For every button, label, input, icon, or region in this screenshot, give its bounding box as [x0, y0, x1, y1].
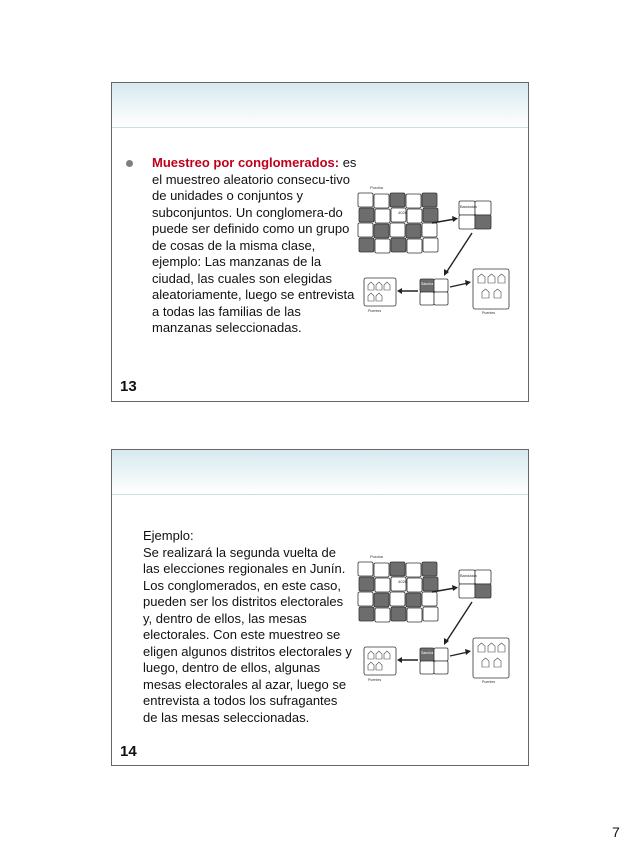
sub-block — [475, 215, 491, 229]
grid-block — [407, 578, 422, 592]
grid-block — [374, 194, 389, 208]
grid-block — [374, 593, 389, 607]
grid-block — [375, 209, 390, 223]
slide-number: 13 — [120, 378, 137, 395]
arrow-head — [465, 280, 471, 286]
grid-block — [374, 224, 389, 238]
figure-label: Puentes — [368, 678, 382, 682]
sub-block — [420, 292, 434, 305]
grid-block — [422, 592, 437, 606]
grid-block — [407, 209, 422, 223]
grid-block — [406, 224, 421, 238]
grid-block — [359, 577, 374, 591]
cluster-map-figure — [354, 550, 519, 700]
bullet-dot-icon — [126, 160, 133, 167]
grid-block — [423, 577, 438, 591]
grid-block — [391, 238, 406, 252]
grid-block — [422, 223, 437, 237]
grid-block — [358, 562, 373, 576]
figure-label: Puentes — [482, 680, 496, 684]
sub-block — [475, 570, 491, 584]
grid-block — [358, 592, 373, 606]
sub-block — [475, 201, 491, 215]
example-heading: Ejemplo: — [143, 528, 194, 543]
arrow-head — [397, 657, 402, 663]
page-number: 7 — [612, 824, 620, 840]
grid-block — [375, 239, 390, 253]
slide-header — [112, 83, 528, 128]
arrow — [450, 283, 468, 287]
grid-block — [406, 593, 421, 607]
bullet-text — [152, 155, 361, 337]
grid-block — [423, 208, 438, 222]
grid-block — [359, 607, 374, 621]
grid-block — [423, 238, 438, 252]
figure-label: Puentes — [368, 309, 382, 313]
arrow-head — [465, 649, 471, 655]
example-text: Se realizará la segunda vuelta de las elecciones regionales en Junín. Los conglomerados, en este caso, pueden ser los distritos electorales y, dentro de ellos, las mesas electorales. Con este muestreo se eligen algunos distritos electorales y luego, dentro de ellos, algunas mesas electorales al azar, luego se entrevista a todos los sufragantes de las mesas seleccionadas. — [143, 544, 352, 725]
house-block — [364, 278, 396, 306]
grid-block — [374, 563, 389, 577]
figure-label: Poroba — [370, 185, 383, 190]
figure-label: Sancha — [421, 651, 434, 655]
cluster-map-figure — [354, 181, 519, 331]
grid-block — [358, 193, 373, 207]
figure-label: 4026 — [398, 210, 407, 215]
grid-block — [359, 238, 374, 252]
grid-block — [390, 562, 405, 576]
arrow — [446, 602, 472, 642]
grid-block — [390, 193, 405, 207]
grid-block — [375, 578, 390, 592]
grid-block — [375, 608, 390, 622]
figure-label: Poroba — [370, 554, 383, 559]
grid-block — [406, 194, 421, 208]
figure-label: 4026 — [398, 579, 407, 584]
arrow — [450, 652, 468, 656]
arrow-head — [452, 216, 458, 222]
sub-block — [459, 584, 475, 598]
arrow-head — [397, 288, 402, 294]
sub-block — [459, 215, 475, 229]
sub-block — [434, 292, 448, 305]
grid-block — [407, 239, 422, 253]
sub-block — [434, 648, 448, 661]
figure-label: Bandasia — [460, 204, 477, 209]
grid-block — [390, 223, 405, 237]
slide-header — [112, 450, 528, 495]
term-heading: Muestreo por conglomerados: — [152, 155, 340, 170]
figure-label: Puentes — [482, 311, 496, 315]
grid-block — [359, 208, 374, 222]
slide-14 — [111, 449, 529, 766]
grid-block — [390, 592, 405, 606]
arrow-head — [452, 585, 458, 591]
grid-block — [391, 607, 406, 621]
arrow — [446, 233, 472, 273]
sub-block — [420, 661, 434, 674]
sub-block — [434, 661, 448, 674]
figure-label: Bandasia — [460, 573, 477, 578]
house-block — [364, 647, 396, 675]
sub-block — [434, 279, 448, 292]
example-block — [143, 528, 353, 726]
grid-block — [423, 607, 438, 621]
grid-block — [422, 562, 437, 576]
sub-block — [475, 584, 491, 598]
grid-block — [407, 608, 422, 622]
bullet-item — [126, 155, 361, 337]
grid-block — [406, 563, 421, 577]
slide-number: 14 — [120, 743, 137, 760]
definition-text: es el muestreo aleatorio consecu-tivo de unidades o conjuntos y subconjuntos. Un conglomera-do puede ser definido como un grupo de cosas de la misma clase, ejemplo: Las manzanas de la ciudad, las cuales son elegidas aleatoriamente, luego se entrevista a todas las familias de las manzanas seleccionadas. — [152, 155, 357, 335]
grid-block — [422, 193, 437, 207]
figure-label: Sancha — [421, 282, 434, 286]
grid-block — [358, 223, 373, 237]
slide-13 — [111, 82, 529, 402]
